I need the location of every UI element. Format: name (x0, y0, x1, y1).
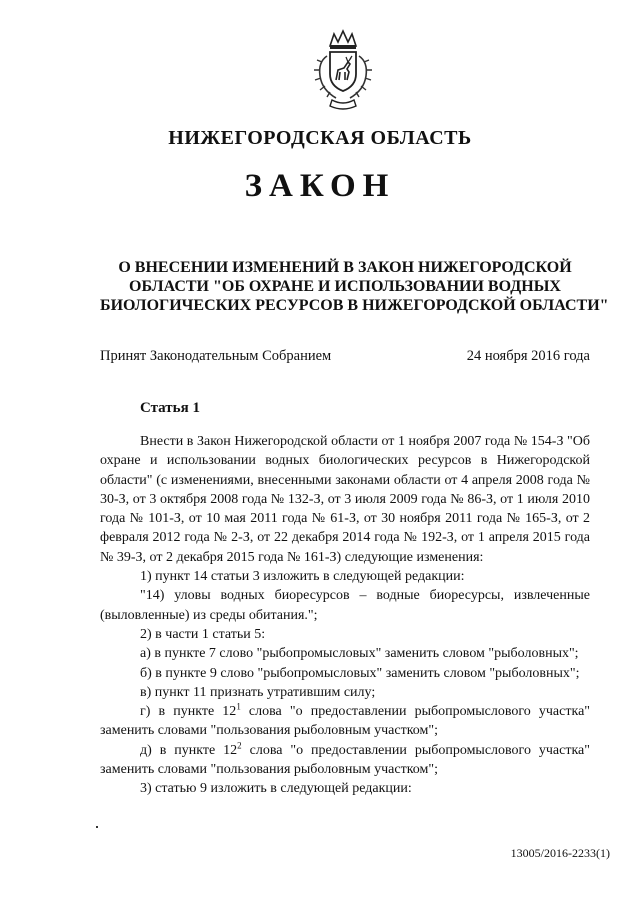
list-item: 2) в части 1 статьи 5: (140, 626, 266, 642)
list-item (100, 702, 590, 741)
law-title-line: БИОЛОГИЧЕСКИХ РЕСУРСОВ В НИЖЕГОРОДСКОЙ ОБЛАСТИ" (100, 297, 609, 314)
list-item: "14) уловы водных биоресурсов – водные биоресурсы, извлеченные (выловленные) из среды обитания."; (100, 588, 590, 623)
adopted-by: Принят Законодательным Собранием (100, 348, 332, 364)
law-title-line: О ВНЕСЕНИИ ИЗМЕНЕНИЙ В ЗАКОН НИЖЕГОРОДСКОЙ (118, 259, 572, 276)
list-item: 3) статью 9 изложить в следующей редакции: (140, 781, 412, 797)
law-title (100, 258, 609, 315)
superscript: 1 (236, 701, 241, 712)
item-text: слова "о предоставлении рыбопромыслового участка" заменить словами "пользования рыболовным участком"; (100, 704, 590, 739)
scan-artifact (96, 826, 98, 828)
paragraph-intro: Внести в Закон Нижегородской области от 1 ноября 2007 года № 154-З "Об охране и использовании водных биологических ресурсов в Нижегородской области" (с изменениями, внесенными законами области от 4 апреля 2008 года № 30-З, от 3 октября 2008 года № 132-З, от 3 июля 2009 года № 86-З, от 1 июля 2010 года № 101-З, от 10 мая 2011 года № 61-З, от 30 ноября 2011 года № 165-З, от 2 февраля 2012 года № 2-З, от 22 декабря 2014 года № 192-З, от 1 апреля 2015 года № 39-З, от 2 декабря 2015 года № 161-З) следующие изменения: (100, 434, 590, 565)
law-title-line: ОБЛАСТИ "ОБ ОХРАНЕ И ИСПОЛЬЗОВАНИИ ВОДНЫХ (129, 278, 561, 295)
list-item: б) в пункте 9 слово "рыбопромысловых" заменить словом "рыболовных"; (140, 665, 580, 681)
document-code: 13005/2016-2233(1) (510, 846, 610, 860)
list-item: а) в пункте 7 слово "рыбопромысловых" заменить словом "рыболовных"; (140, 646, 579, 662)
superscript: 2 (237, 740, 242, 751)
item-text: д) в пункте 12 (140, 742, 238, 758)
item-text: слова "о предоставлении рыбопромыслового участка" заменить словами "пользования рыболовным участком"; (100, 742, 590, 778)
list-item (100, 741, 590, 780)
list-item: в) пункт 11 признать утратившим силу; (140, 684, 376, 700)
region-name: НИЖЕГОРОДСКАЯ ОБЛАСТЬ (168, 127, 472, 149)
adoption-date: 24 ноября 2016 года (466, 348, 590, 364)
article-heading: Статья 1 (140, 400, 200, 416)
coat-of-arms-icon (300, 28, 386, 112)
document-type: ЗАКОН (244, 168, 396, 204)
item-text: г) в пункте 12 (140, 704, 237, 720)
adoption-line (100, 348, 590, 368)
list-item: 1) пункт 14 статьи 3 изложить в следующей редакции: (140, 569, 465, 585)
article-body (100, 432, 590, 799)
